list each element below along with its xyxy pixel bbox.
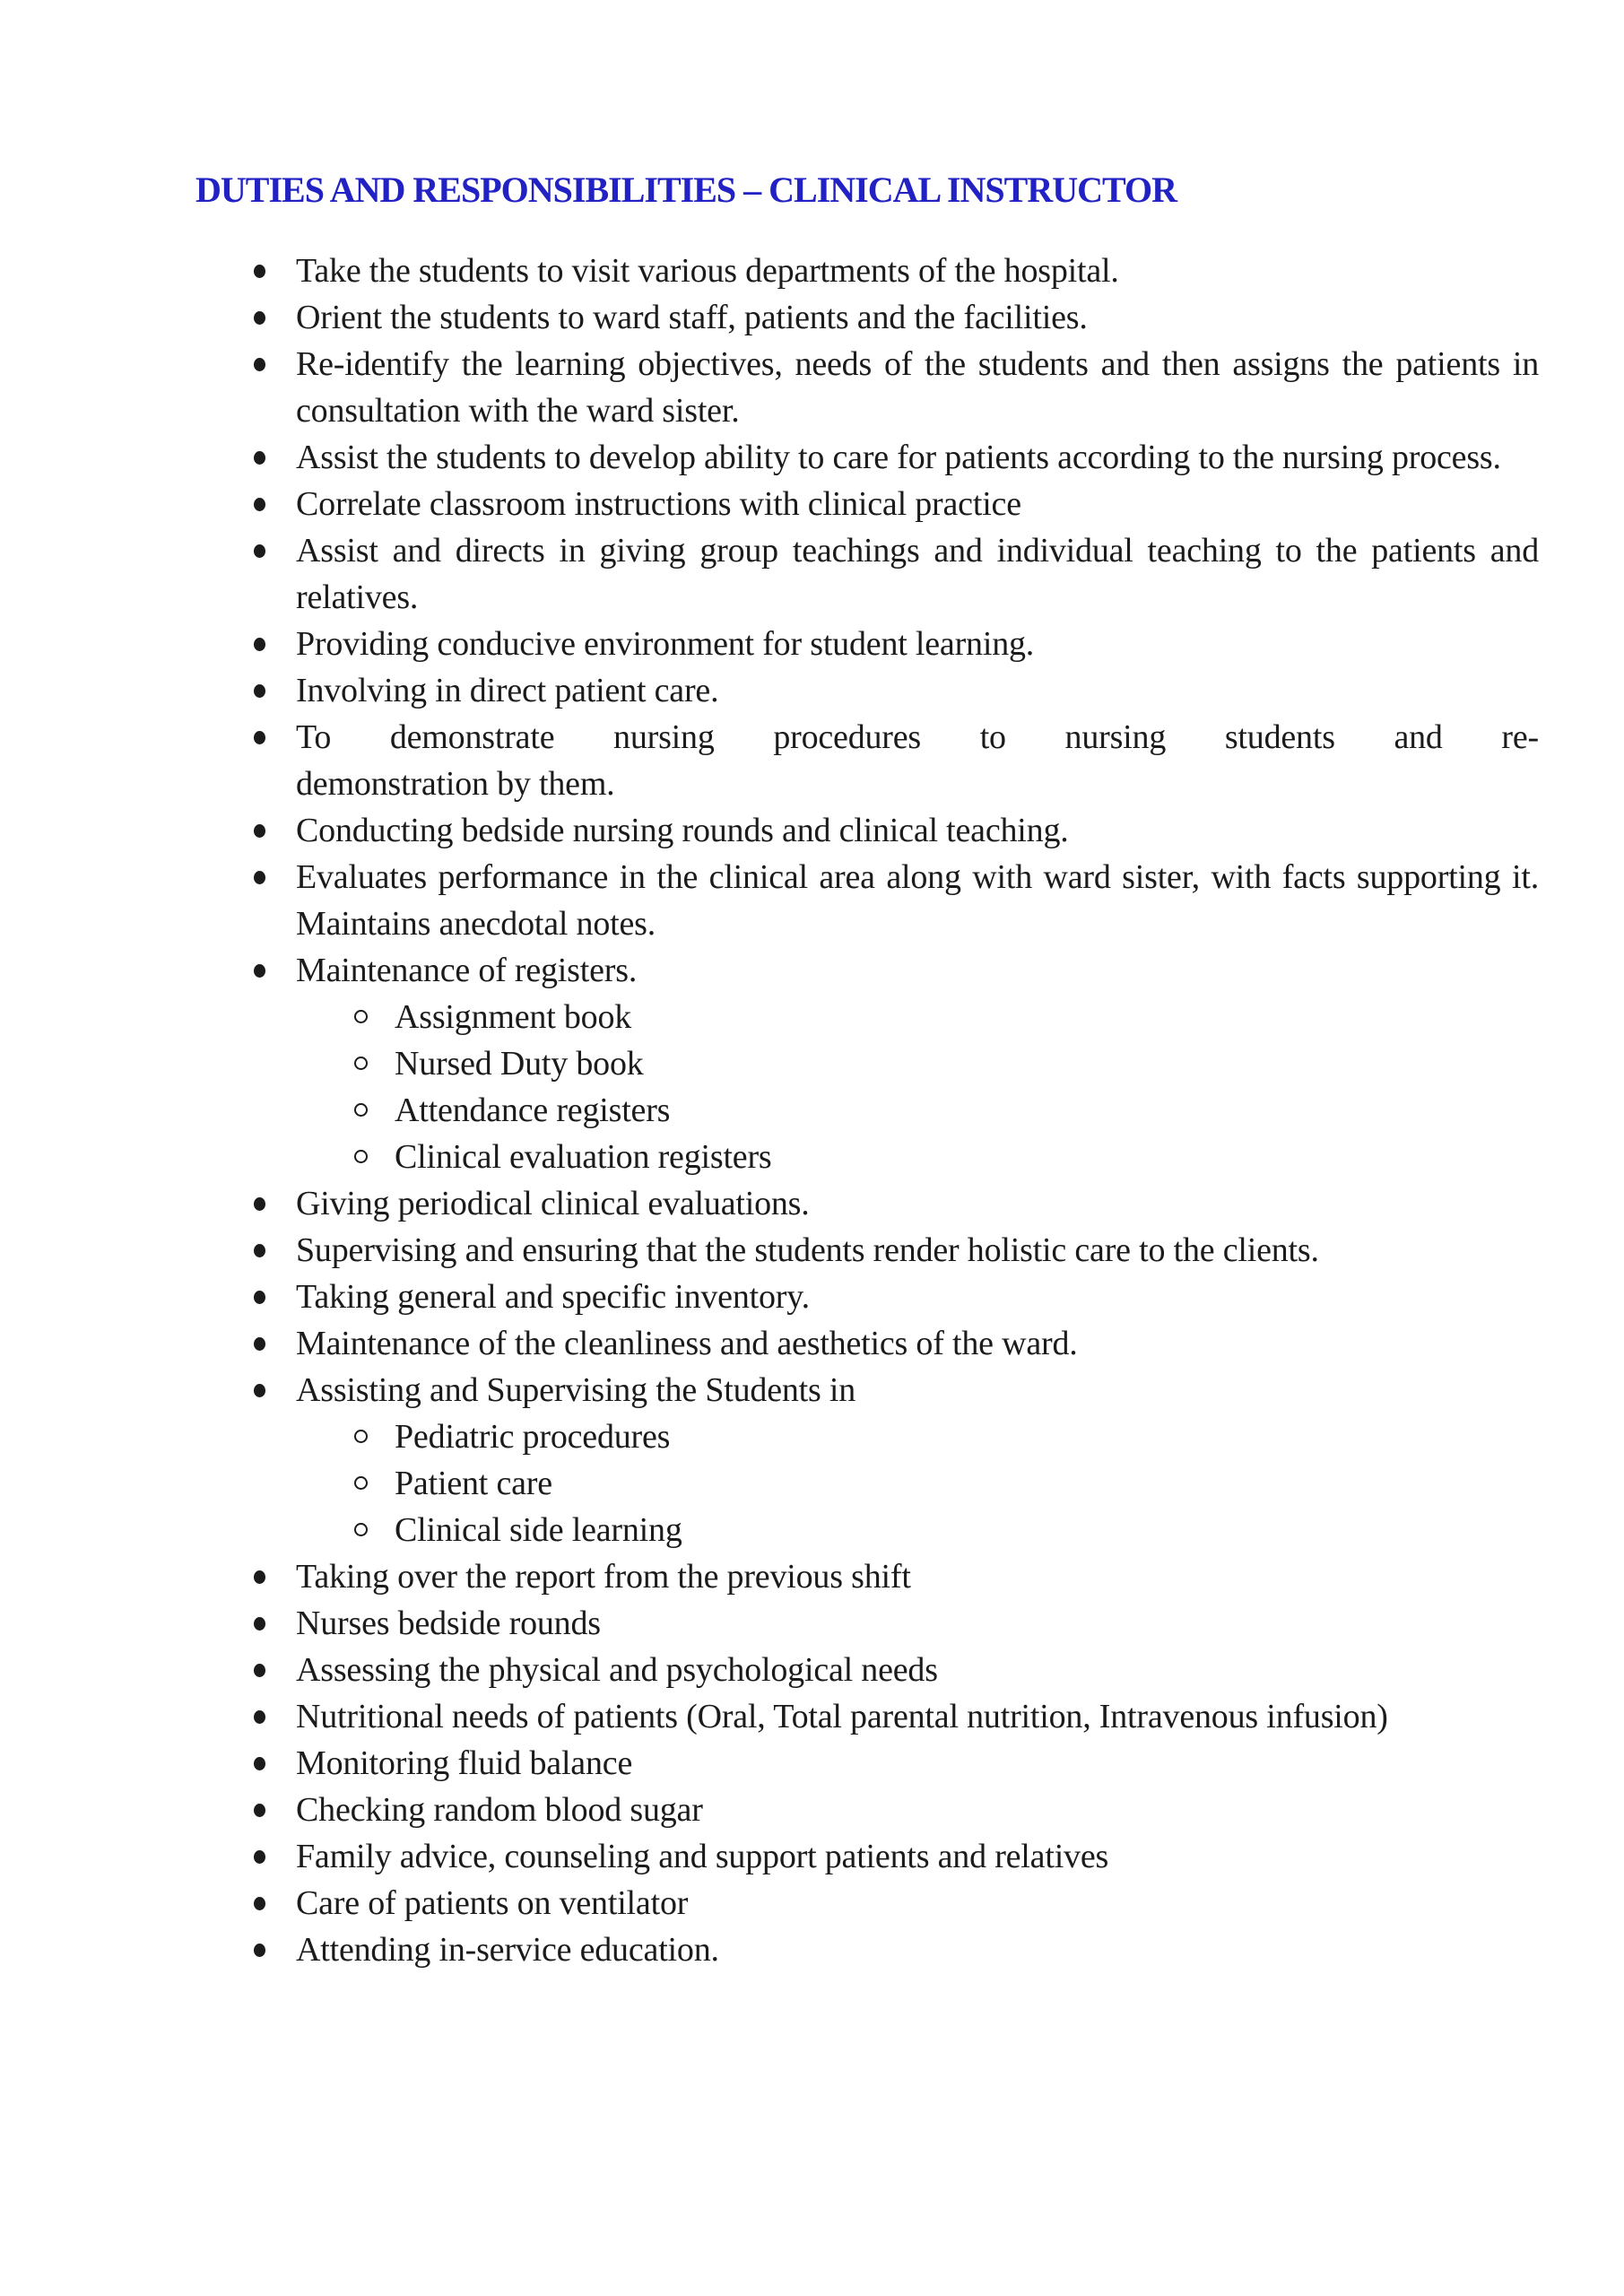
sub-list-item-text: Clinical side learning: [395, 1511, 682, 1549]
sub-list-item: [395, 1507, 1539, 1553]
circle-bullet-icon: [354, 1010, 368, 1023]
list-item: [296, 947, 1539, 1180]
bullet-icon: [254, 871, 265, 884]
list-item: [296, 1180, 1539, 1227]
list-item: [296, 434, 1539, 481]
list-item-text: Nurses bedside rounds: [296, 1605, 601, 1642]
bullet-icon: [254, 638, 265, 651]
bullet-icon: [254, 684, 265, 698]
list-item: [296, 1227, 1539, 1274]
bullet-icon: [254, 544, 265, 558]
list-item-text: Evaluates performance in the clinical area along with ward sister, with facts supporting it. Maintains anecdotal notes.: [296, 858, 1539, 943]
bullet-icon: [254, 358, 265, 371]
sub-list-item: [395, 1087, 1539, 1134]
list-item: [296, 714, 1539, 807]
bullet-icon: [254, 1897, 265, 1910]
bullet-icon: [254, 311, 265, 325]
sub-list-item-text: Clinical evaluation registers: [395, 1138, 772, 1176]
list-item: [296, 1740, 1539, 1787]
list-item-text: Re-identify the learning objectives, needs of the students and then assigns the patients in consultation with the ward sister.: [296, 345, 1539, 430]
list-item: [296, 854, 1539, 947]
circle-bullet-icon: [354, 1057, 368, 1070]
list-item: [296, 1926, 1539, 1973]
circle-bullet-icon: [354, 1150, 368, 1163]
list-item: [296, 807, 1539, 854]
list-item: [296, 248, 1539, 294]
list-item-text: Family advice, counseling and support patients and relatives: [296, 1838, 1109, 1875]
bullet-icon: [254, 1244, 265, 1257]
bullet-icon: [254, 1384, 265, 1397]
bullet-icon: [254, 1337, 265, 1351]
circle-bullet-icon: [354, 1430, 368, 1443]
list-item-text: Take the students to visit various departments of the hospital.: [296, 252, 1119, 290]
bullet-icon: [254, 1664, 265, 1677]
sub-list-item: [395, 1134, 1539, 1180]
sub-list-item: [395, 1040, 1539, 1087]
list-item-text: Checking random blood sugar: [296, 1791, 703, 1829]
bullet-icon: [254, 731, 265, 744]
bullet-icon: [254, 1291, 265, 1304]
list-item-text: Conducting bedside nursing rounds and clinical teaching.: [296, 812, 1069, 849]
list-item-text: Involving in direct patient care.: [296, 672, 719, 709]
list-item: [296, 1367, 1539, 1553]
bullet-icon: [254, 1804, 265, 1817]
list-item-text: Assist the students to develop ability to care for patients according to the nursing process.: [296, 439, 1501, 476]
sub-list: [296, 994, 1539, 1180]
list-item: [296, 1647, 1539, 1693]
list-item: [296, 1693, 1539, 1740]
bullet-icon: [254, 1757, 265, 1770]
sub-list-item: [395, 1460, 1539, 1507]
bullet-icon: [254, 265, 265, 278]
sub-list-item-text: Assignment book: [395, 998, 632, 1036]
sub-list-item-text: Nursed Duty book: [395, 1045, 644, 1083]
list-item-text: Assisting and Supervising the Students in: [296, 1371, 856, 1409]
list-item: [296, 1787, 1539, 1833]
list-item-text: Supervising and ensuring that the students render holistic care to the clients.: [296, 1231, 1319, 1269]
bullet-icon: [254, 451, 265, 465]
bullet-icon: [254, 1710, 265, 1724]
list-item-text: Orient the students to ward staff, patients and the facilities.: [296, 299, 1088, 336]
list-item-text: Correlate classroom instructions with clinical practice: [296, 485, 1021, 523]
bullet-icon: [254, 1850, 265, 1864]
sub-list-item-text: Patient care: [395, 1465, 552, 1502]
list-item: [296, 341, 1539, 434]
circle-bullet-icon: [354, 1523, 368, 1536]
list-item: [296, 1274, 1539, 1320]
list-item: [296, 527, 1539, 621]
page-title: DUTIES AND RESPONSIBILITIES – CLINICAL INSTRUCTOR: [195, 170, 1177, 210]
bullet-icon: [254, 1944, 265, 1957]
list-item-text-line: To demonstrate nursing procedures to nursing students and re-: [296, 718, 1539, 756]
list-item: [296, 1600, 1539, 1647]
list-item: [296, 294, 1539, 341]
list-item: [296, 1880, 1539, 1926]
list-item-text: Nutritional needs of patients (Oral, Total parental nutrition, Intravenous infusion): [296, 1698, 1388, 1735]
sub-list: [296, 1413, 1539, 1553]
sub-list-item-text: Attendance registers: [395, 1091, 671, 1129]
list-item-text-line: demonstration by them.: [296, 765, 615, 803]
list-item-text: Giving periodical clinical evaluations.: [296, 1185, 810, 1222]
list-item-text: Care of patients on ventilator: [296, 1884, 689, 1922]
list-item-text: Providing conducive environment for student learning.: [296, 625, 1035, 663]
circle-bullet-icon: [354, 1476, 368, 1490]
list-item: [296, 1320, 1539, 1367]
list-item: [296, 1833, 1539, 1880]
list-item-text: Taking general and specific inventory.: [296, 1278, 810, 1316]
list-item: [296, 621, 1539, 667]
sub-list-item-text: Pediatric procedures: [395, 1418, 671, 1456]
circle-bullet-icon: [354, 1103, 368, 1117]
sub-list-item: [395, 1413, 1539, 1460]
bullet-icon: [254, 1617, 265, 1631]
list-item-text: Assessing the physical and psychological needs: [296, 1651, 938, 1689]
bullet-icon: [254, 1197, 265, 1211]
bullet-icon: [254, 498, 265, 511]
sub-list-item: [395, 994, 1539, 1040]
bullet-icon: [254, 824, 265, 838]
bullet-icon: [254, 1570, 265, 1584]
list-item-text: Attending in-service education.: [296, 1931, 719, 1969]
list-item-text: Maintenance of registers.: [296, 952, 638, 989]
list-item: [296, 481, 1539, 527]
list-item-text: Assist and directs in giving group teachings and individual teaching to the patients and relatives.: [296, 532, 1539, 616]
duties-list: [296, 248, 1539, 1973]
list-item: [296, 1553, 1539, 1600]
list-item-text: Maintenance of the cleanliness and aesthetics of the ward.: [296, 1325, 1078, 1362]
list-item-text: Taking over the report from the previous shift: [296, 1558, 911, 1596]
bullet-icon: [254, 964, 265, 978]
list-item-text: Monitoring fluid balance: [296, 1744, 633, 1782]
list-item: [296, 667, 1539, 714]
